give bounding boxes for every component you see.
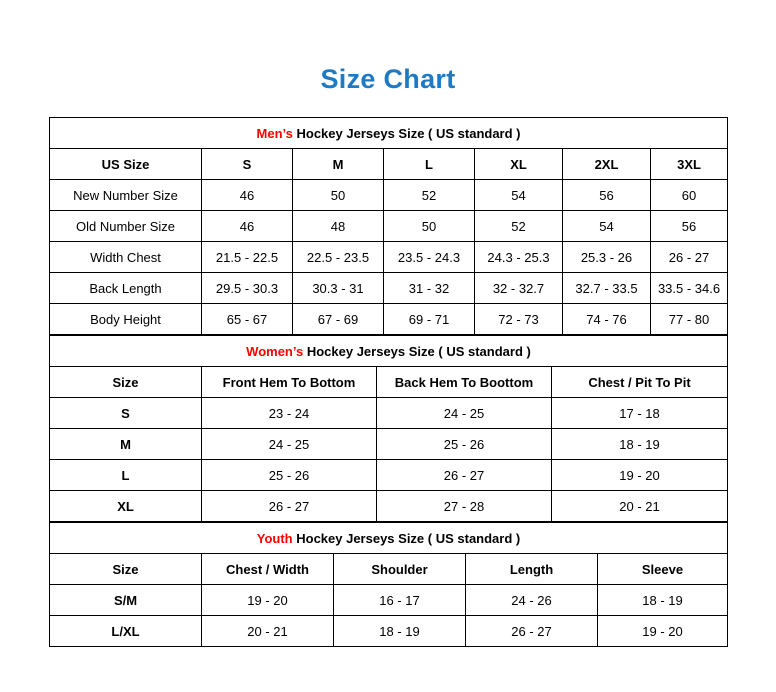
womens-col-2: Back Hem To Boottom bbox=[377, 367, 552, 398]
youth-col-0: Size bbox=[50, 554, 202, 585]
mens-row-2-val-2: 23.5 - 24.3 bbox=[384, 242, 475, 273]
mens-row-3-val-5: 33.5 - 34.6 bbox=[651, 273, 728, 304]
womens-row-2-val-0: 25 - 26 bbox=[202, 460, 377, 491]
mens-col-3: L bbox=[384, 149, 475, 180]
mens-section-header-accent: Men’s bbox=[256, 125, 293, 141]
youth-row-1-label: L/XL bbox=[50, 616, 202, 647]
womens-col-1: Front Hem To Bottom bbox=[202, 367, 377, 398]
youth-section-header bbox=[50, 523, 728, 554]
table-section-header-row bbox=[50, 118, 728, 149]
mens-row-3-label: Back Length bbox=[50, 273, 202, 304]
table-row bbox=[50, 304, 728, 335]
mens-row-0-val-4: 56 bbox=[563, 180, 651, 211]
mens-row-2-val-4: 25.3 - 26 bbox=[563, 242, 651, 273]
table-row bbox=[50, 398, 728, 429]
youth-size-table bbox=[49, 522, 728, 647]
youth-row-0-val-1: 16 - 17 bbox=[334, 585, 466, 616]
mens-row-4-val-0: 65 - 67 bbox=[202, 304, 293, 335]
mens-row-4-val-4: 74 - 76 bbox=[563, 304, 651, 335]
womens-row-2-label: L bbox=[50, 460, 202, 491]
womens-row-3-val-0: 26 - 27 bbox=[202, 491, 377, 522]
table-row bbox=[50, 460, 728, 491]
table-row bbox=[50, 616, 728, 647]
mens-row-1-val-1: 48 bbox=[293, 211, 384, 242]
mens-row-2-val-5: 26 - 27 bbox=[651, 242, 728, 273]
mens-row-3-val-1: 30.3 - 31 bbox=[293, 273, 384, 304]
mens-row-0-val-0: 46 bbox=[202, 180, 293, 211]
womens-row-3-label: XL bbox=[50, 491, 202, 522]
youth-row-0-label: S/M bbox=[50, 585, 202, 616]
table-section-header-row bbox=[50, 523, 728, 554]
mens-section-header bbox=[50, 118, 728, 149]
table-row bbox=[50, 491, 728, 522]
womens-row-0-val-0: 23 - 24 bbox=[202, 398, 377, 429]
womens-col-3: Chest / Pit To Pit bbox=[552, 367, 728, 398]
mens-row-2-val-1: 22.5 - 23.5 bbox=[293, 242, 384, 273]
mens-size-table bbox=[49, 117, 728, 335]
womens-col-0: Size bbox=[50, 367, 202, 398]
womens-row-2-val-2: 19 - 20 bbox=[552, 460, 728, 491]
mens-row-0-val-1: 50 bbox=[293, 180, 384, 211]
mens-row-0-val-5: 60 bbox=[651, 180, 728, 211]
mens-row-0-label: New Number Size bbox=[50, 180, 202, 211]
youth-col-4: Sleeve bbox=[598, 554, 728, 585]
womens-section-header-accent: Women’s bbox=[246, 343, 304, 359]
womens-row-2-val-1: 26 - 27 bbox=[377, 460, 552, 491]
youth-section-header-rest: Hockey Jerseys Size ( US standard ) bbox=[292, 530, 521, 546]
mens-row-4-val-1: 67 - 69 bbox=[293, 304, 384, 335]
youth-row-0-val-2: 24 - 26 bbox=[466, 585, 598, 616]
mens-col-6: 3XL bbox=[651, 149, 728, 180]
mens-row-3-val-4: 32.7 - 33.5 bbox=[563, 273, 651, 304]
womens-row-1-val-1: 25 - 26 bbox=[377, 429, 552, 460]
table-row bbox=[50, 429, 728, 460]
table-header-row bbox=[50, 367, 728, 398]
youth-col-1: Chest / Width bbox=[202, 554, 334, 585]
mens-row-0-val-2: 52 bbox=[384, 180, 475, 211]
table-row bbox=[50, 211, 728, 242]
youth-row-1-val-3: 19 - 20 bbox=[598, 616, 728, 647]
page-title: Size Chart bbox=[320, 64, 456, 94]
youth-section-header-accent: Youth bbox=[256, 530, 293, 546]
mens-row-1-val-3: 52 bbox=[475, 211, 563, 242]
mens-row-4-val-2: 69 - 71 bbox=[384, 304, 475, 335]
womens-row-3-val-1: 27 - 28 bbox=[377, 491, 552, 522]
womens-row-1-val-2: 18 - 19 bbox=[552, 429, 728, 460]
mens-row-2-val-0: 21.5 - 22.5 bbox=[202, 242, 293, 273]
table-row bbox=[50, 180, 728, 211]
table-row bbox=[50, 242, 728, 273]
mens-row-4-val-3: 72 - 73 bbox=[475, 304, 563, 335]
womens-row-1-val-0: 24 - 25 bbox=[202, 429, 377, 460]
mens-col-0: US Size bbox=[50, 149, 202, 180]
mens-row-3-val-3: 32 - 32.7 bbox=[475, 273, 563, 304]
womens-row-1-label: M bbox=[50, 429, 202, 460]
size-chart-tables bbox=[49, 117, 727, 647]
mens-row-1-val-5: 56 bbox=[651, 211, 728, 242]
womens-row-0-val-1: 24 - 25 bbox=[377, 398, 552, 429]
table-header-row bbox=[50, 149, 728, 180]
mens-col-5: 2XL bbox=[563, 149, 651, 180]
mens-row-4-val-5: 77 - 80 bbox=[651, 304, 728, 335]
mens-section-header-rest: Hockey Jerseys Size ( US standard ) bbox=[292, 125, 521, 141]
table-header-row bbox=[50, 554, 728, 585]
table-row bbox=[50, 585, 728, 616]
womens-row-0-label: S bbox=[50, 398, 202, 429]
youth-col-2: Shoulder bbox=[334, 554, 466, 585]
womens-section-header-rest: Hockey Jerseys Size ( US standard ) bbox=[303, 343, 531, 359]
youth-row-1-val-2: 26 - 27 bbox=[466, 616, 598, 647]
womens-row-0-val-2: 17 - 18 bbox=[552, 398, 728, 429]
youth-row-0-val-3: 18 - 19 bbox=[598, 585, 728, 616]
youth-col-3: Length bbox=[466, 554, 598, 585]
mens-row-3-val-2: 31 - 32 bbox=[384, 273, 475, 304]
mens-row-1-val-2: 50 bbox=[384, 211, 475, 242]
womens-size-table bbox=[49, 335, 728, 522]
mens-row-2-label: Width Chest bbox=[50, 242, 202, 273]
mens-row-4-label: Body Height bbox=[50, 304, 202, 335]
mens-row-0-val-3: 54 bbox=[475, 180, 563, 211]
mens-row-1-val-0: 46 bbox=[202, 211, 293, 242]
mens-col-4: XL bbox=[475, 149, 563, 180]
table-section-header-row bbox=[50, 336, 728, 367]
mens-row-1-label: Old Number Size bbox=[50, 211, 202, 242]
youth-row-1-val-1: 18 - 19 bbox=[334, 616, 466, 647]
table-row bbox=[50, 273, 728, 304]
mens-row-2-val-3: 24.3 - 25.3 bbox=[475, 242, 563, 273]
mens-row-1-val-4: 54 bbox=[563, 211, 651, 242]
mens-col-1: S bbox=[202, 149, 293, 180]
youth-row-1-val-0: 20 - 21 bbox=[202, 616, 334, 647]
womens-section-header bbox=[50, 336, 728, 367]
mens-col-2: M bbox=[293, 149, 384, 180]
mens-row-3-val-0: 29.5 - 30.3 bbox=[202, 273, 293, 304]
youth-row-0-val-0: 19 - 20 bbox=[202, 585, 334, 616]
womens-row-3-val-2: 20 - 21 bbox=[552, 491, 728, 522]
